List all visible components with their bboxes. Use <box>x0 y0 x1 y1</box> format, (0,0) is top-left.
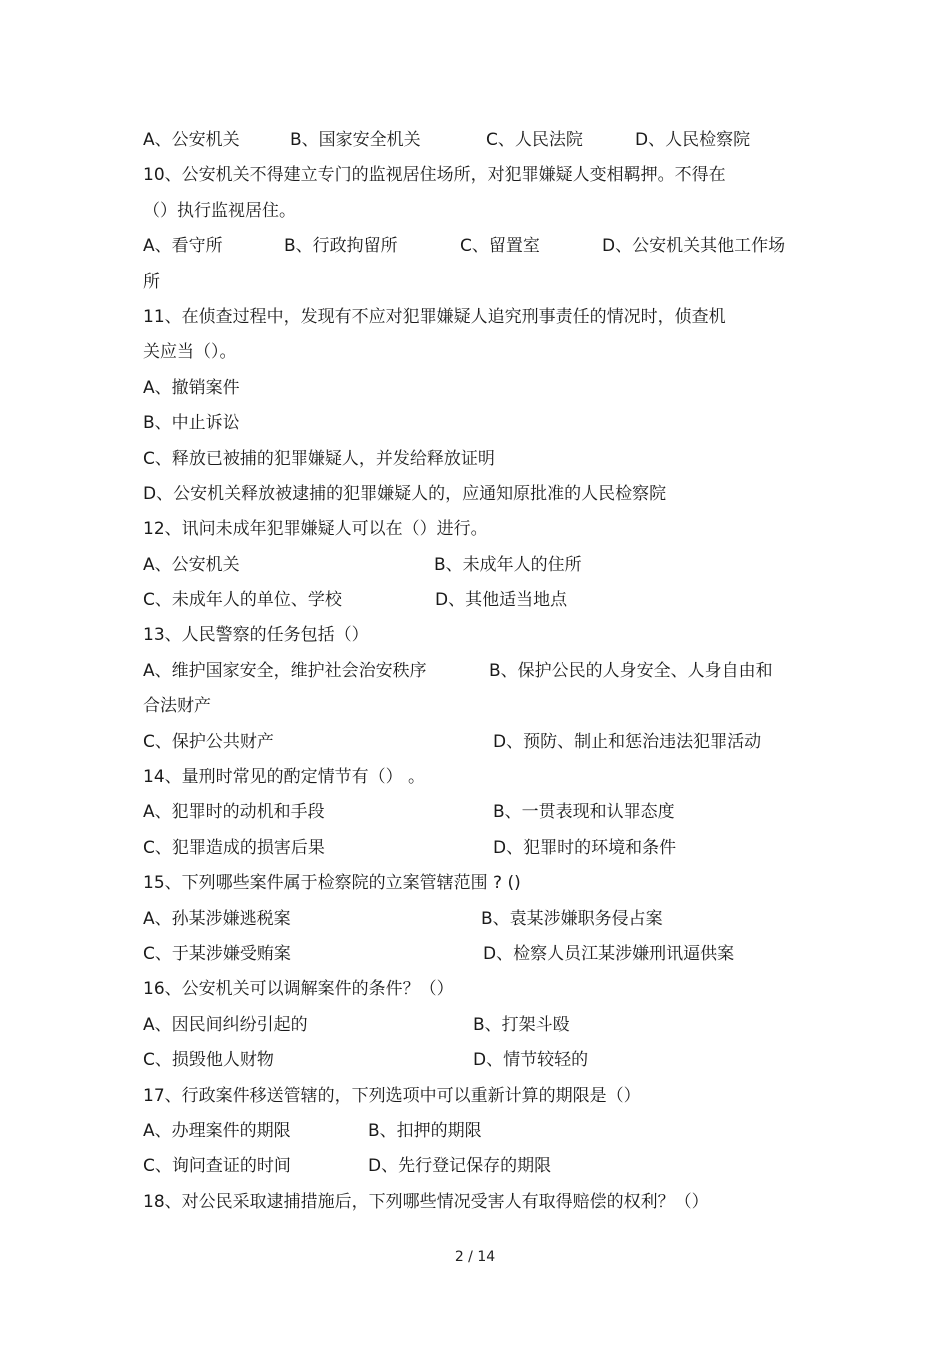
question-text: 12、讯问未成年犯罪嫌疑人可以在（）进行。 <box>143 519 488 540</box>
option-row <box>143 795 823 830</box>
text-line: （）执行监视居住。 <box>143 200 296 221</box>
option-row <box>143 548 823 583</box>
option-item: D、预防、制止和惩治违法犯罪活动 <box>493 731 762 752</box>
text-line: 关应当（）。 <box>143 342 237 363</box>
option-row <box>143 937 823 972</box>
option-item: A、公安机关 <box>143 554 240 575</box>
option-item: A、孙某涉嫌逃税案 <box>143 908 291 929</box>
text-line: 所 <box>143 271 160 292</box>
question-text: 16、公安机关可以调解案件的条件？（） <box>143 979 454 1000</box>
question-text: 11、在侦查过程中，发现有不应对犯罪嫌疑人追究刑事责任的情况时，侦查机 <box>143 306 726 327</box>
option-item: A、办理案件的期限 <box>143 1120 291 1141</box>
option-item: A、公安机关 <box>143 130 240 150</box>
option-item: A、犯罪时的动机和手段 <box>143 802 325 823</box>
question-text: 10、公安机关不得建立专门的监视居住场所，对犯罪嫌疑人变相羁押。不得在 <box>143 165 726 186</box>
option-item: C、保护公共财产 <box>143 731 274 752</box>
option-item: B、袁某涉嫌职务侵占案 <box>481 908 663 929</box>
option-row <box>143 123 823 158</box>
option-item: D、其他适当地点 <box>435 590 568 611</box>
text-line: B、中止诉讼 <box>143 413 240 434</box>
page-number: 2 / 14 <box>454 1249 496 1265</box>
option-item: C、人民法院 <box>486 130 583 150</box>
option-item: B、未成年人的住所 <box>434 554 582 575</box>
option-item: B、扣押的期限 <box>368 1120 482 1141</box>
option-item: C、犯罪造成的损害后果 <box>143 837 325 858</box>
option-item: B、保护公民的人身安全、人身自由和 <box>489 660 773 681</box>
option-item: B、行政拘留所 <box>284 236 398 257</box>
option-item: C、询问查证的时间 <box>143 1156 291 1177</box>
text-line: C、释放已被捕的犯罪嫌疑人，并发给释放证明 <box>143 448 495 469</box>
option-item: C、于某涉嫌受贿案 <box>143 943 291 964</box>
option-item: D、公安机关其他工作场 <box>602 236 786 257</box>
option-item: B、打架斗殴 <box>473 1014 570 1035</box>
option-row <box>143 902 823 937</box>
option-row <box>143 1149 823 1184</box>
option-row <box>143 583 823 618</box>
option-item: D、检察人员江某涉嫌刑讯逼供案 <box>483 943 735 964</box>
option-row <box>143 1008 823 1043</box>
option-row <box>143 831 823 866</box>
option-item: C、损毁他人财物 <box>143 1050 274 1071</box>
question-content <box>143 123 823 1220</box>
option-item: B、国家安全机关 <box>290 130 421 150</box>
question-text: 14、量刑时常见的酌定情节有（） 。 <box>143 767 426 788</box>
option-item: A、看守所 <box>143 236 223 257</box>
option-row <box>143 725 823 760</box>
option-item: D、先行登记保存的期限 <box>368 1156 552 1177</box>
option-item: A、因民间纠纷引起的 <box>143 1014 308 1035</box>
option-item: D、人民检察院 <box>635 130 751 150</box>
option-item: D、情节较轻的 <box>473 1050 589 1071</box>
text-line: 合法财产 <box>143 696 211 717</box>
question-text: 18、对公民采取逮捕措施后，下列哪些情况受害人有取得赔偿的权利？（） <box>143 1191 709 1212</box>
option-row <box>143 1114 823 1149</box>
question-text: 13、人民警察的任务包括（） <box>143 625 369 646</box>
option-row <box>143 654 823 689</box>
option-item: D、犯罪时的环境和条件 <box>493 837 677 858</box>
option-item: B、一贯表现和认罪态度 <box>493 802 675 823</box>
option-item: C、未成年人的单位、学校 <box>143 590 342 611</box>
question-text: 17、行政案件移送管辖的，下列选项中可以重新计算的期限是（） <box>143 1085 641 1106</box>
text-line: D、公安机关释放被逮捕的犯罪嫌疑人的，应通知原批准的人民检察院 <box>143 483 667 504</box>
option-row <box>143 1043 823 1078</box>
question-text: 15、下列哪些案件属于检察院的立案管辖范围 ? () <box>143 873 521 894</box>
option-row <box>143 229 823 264</box>
option-item: C、留置室 <box>460 236 540 257</box>
text-line: A、撤销案件 <box>143 377 240 398</box>
option-item: A、维护国家安全，维护社会治安秩序 <box>143 660 427 681</box>
